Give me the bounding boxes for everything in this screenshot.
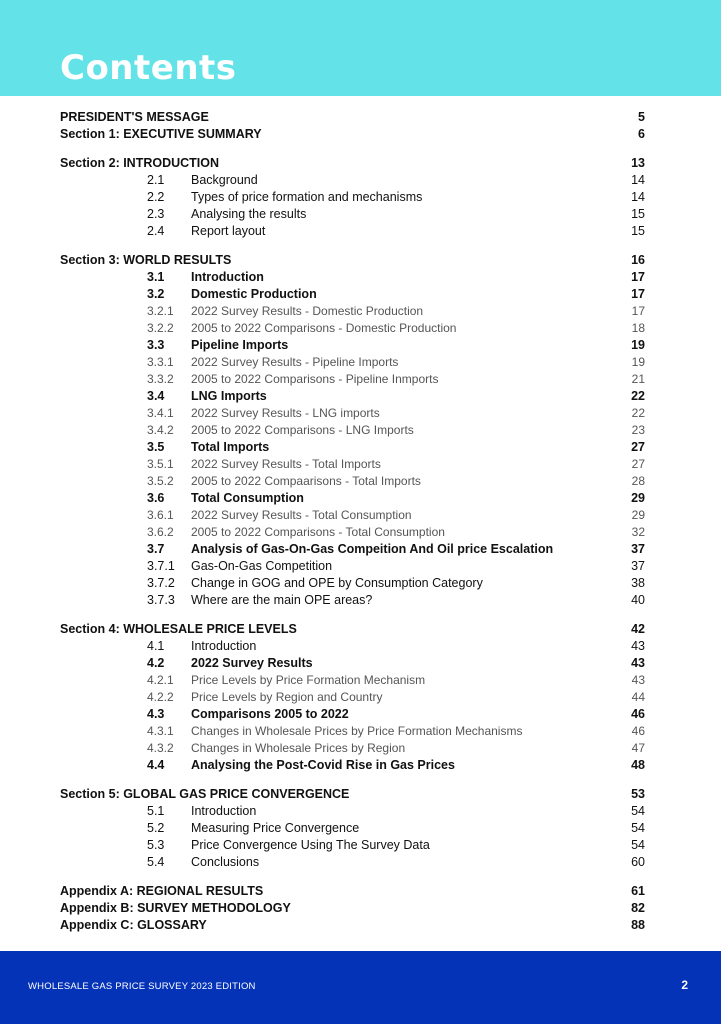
toc-entry[interactable] — [60, 473, 645, 490]
toc-entry-number: 4.2 — [147, 656, 165, 670]
toc-entry-number: 4.4 — [147, 758, 165, 772]
toc-entry-number: 3.7.1 — [147, 559, 175, 573]
toc-entry[interactable] — [60, 286, 645, 303]
toc-section-entry[interactable] — [60, 883, 645, 900]
toc-entry-number: 3.6 — [147, 491, 165, 505]
toc-entry-number: 4.3.2 — [147, 741, 174, 755]
toc-entry-page: 32 — [631, 525, 645, 539]
toc-entry[interactable] — [60, 223, 645, 240]
toc-entry[interactable] — [60, 672, 645, 689]
toc-entry-title: 2005 to 2022 Comparisons - Pipeline Inmports — [191, 372, 439, 386]
toc-entry-page: 82 — [631, 901, 645, 915]
toc-entry-number: 2.3 — [147, 207, 165, 221]
toc-entry[interactable] — [60, 422, 645, 439]
toc-entry-title: Background — [191, 173, 258, 187]
toc-entry-page: 16 — [631, 253, 645, 267]
toc-entry-number: 3.7.3 — [147, 593, 175, 607]
toc-entry-title: 2022 Survey Results - Total Consumption — [191, 508, 412, 522]
toc-entry-page: 5 — [638, 110, 645, 124]
toc-entry-title: 2022 Survey Results - LNG imports — [191, 406, 380, 420]
toc-entry-number: 5.2 — [147, 821, 165, 835]
toc-entry[interactable] — [60, 740, 645, 757]
toc-entry-number: 3.7 — [147, 542, 165, 556]
toc-entry-title: Introduction — [191, 270, 264, 284]
toc-entry-title: Price Levels by Price Formation Mechanism — [191, 673, 426, 687]
toc-entry-number: 2.4 — [147, 224, 165, 238]
toc-entry-title: Change in GOG and OPE by Consumption Category — [191, 576, 483, 590]
toc-entry-number: 5.3 — [147, 838, 165, 852]
toc-section-entry[interactable] — [60, 252, 645, 269]
toc-entry-page: 43 — [631, 639, 645, 653]
toc-entry-title: Changes in Wholesale Prices by Price Formation Mechanisms — [191, 724, 523, 738]
toc-entry[interactable] — [60, 405, 645, 422]
toc-entry-title: Total Consumption — [191, 491, 304, 505]
toc-entry[interactable] — [60, 490, 645, 507]
toc-entry-page: 54 — [631, 838, 645, 852]
toc-section-entry[interactable] — [60, 126, 645, 143]
toc-entry-number: 3.4 — [147, 389, 165, 403]
toc-entry-title: Comparisons 2005 to 2022 — [191, 707, 349, 721]
toc-entry-number: 5.1 — [147, 804, 165, 818]
toc-entry-page: 17 — [631, 304, 645, 318]
toc-entry-title: Section 3: WORLD RESULTS — [60, 253, 232, 267]
toc-entry-page: 18 — [631, 321, 645, 335]
toc-entry-page: 19 — [631, 338, 645, 352]
toc-entry-page: 29 — [631, 508, 645, 522]
toc-entry-page: 42 — [631, 622, 645, 636]
toc-section-entry[interactable] — [60, 155, 645, 172]
toc-entry-number: 3.6.2 — [147, 525, 174, 539]
toc-entry[interactable] — [60, 723, 645, 740]
toc-entry[interactable] — [60, 371, 645, 388]
toc-entry-title: Domestic Production — [191, 287, 317, 301]
toc-entry-page: 19 — [631, 355, 645, 369]
toc-entry-page: 47 — [631, 741, 645, 755]
toc-entry-title: 2022 Survey Results - Pipeline Imports — [191, 355, 399, 369]
toc-entry-page: 48 — [631, 758, 645, 772]
toc-entry-page: 14 — [631, 173, 645, 187]
toc-entry-page: 23 — [631, 423, 645, 437]
toc-entry-title: Section 4: WHOLESALE PRICE LEVELS — [60, 622, 297, 636]
toc-entry-title: 2022 Survey Results — [191, 656, 313, 670]
toc-entry-number: 2.1 — [147, 173, 165, 187]
toc-entry-page: 14 — [631, 190, 645, 204]
toc-entry-page: 40 — [631, 593, 645, 607]
toc-section-entry[interactable] — [60, 786, 645, 803]
toc-entry-page: 17 — [631, 287, 645, 301]
toc-entry-number: 5.4 — [147, 855, 165, 869]
toc-entry[interactable] — [60, 172, 645, 189]
toc-entry[interactable] — [60, 456, 645, 473]
toc-entry-page: 13 — [631, 156, 645, 170]
toc-entry-title: LNG Imports — [191, 389, 267, 403]
toc-entry-page: 29 — [631, 491, 645, 505]
toc-section-entry[interactable] — [60, 917, 645, 934]
toc-entry-title: 2005 to 2022 Comparisons - Domestic Production — [191, 321, 457, 335]
page-number: 2 — [681, 978, 688, 992]
toc-entry-page: 37 — [631, 559, 645, 573]
toc-entry[interactable] — [60, 189, 645, 206]
toc-entry-page: 60 — [631, 855, 645, 869]
toc-entry[interactable] — [60, 524, 645, 541]
toc-entry-title: Types of price formation and mechanisms — [191, 190, 423, 204]
toc-entry[interactable] — [60, 507, 645, 524]
toc-entry[interactable] — [60, 854, 645, 871]
toc-entry-title: Analysis of Gas-On-Gas Compeition And Oil price Escalation — [191, 542, 554, 556]
toc-entry-page: 38 — [631, 576, 645, 590]
toc-entry-title: Where are the main OPE areas? — [191, 593, 373, 607]
toc-entry-page: 17 — [631, 270, 645, 284]
toc-entry-page: 46 — [631, 724, 645, 738]
toc-entry-title: Gas-On-Gas Competition — [191, 559, 333, 573]
toc-entry-page: 46 — [631, 707, 645, 721]
toc-entry[interactable] — [60, 269, 645, 286]
toc-entry-number: 3.3 — [147, 338, 165, 352]
toc-entry-title: Measuring Price Convergence — [191, 821, 360, 835]
toc-entry[interactable] — [60, 337, 645, 354]
toc-entry-number: 4.3.1 — [147, 724, 174, 738]
toc-entry[interactable] — [60, 803, 645, 820]
footer-bar — [0, 951, 721, 1024]
toc-entry-title: Total Imports — [191, 440, 270, 454]
toc-entry-title: 2022 Survey Results - Domestic Production — [191, 304, 424, 318]
toc-entry[interactable] — [60, 706, 645, 723]
toc-entry-title: Introduction — [191, 639, 257, 653]
toc-entry-page: 61 — [631, 884, 645, 898]
toc-entry-number: 4.2.2 — [147, 690, 174, 704]
toc-entry[interactable] — [60, 638, 645, 655]
toc-entry-title: Section 5: GLOBAL GAS PRICE CONVERGENCE — [60, 787, 350, 801]
toc-entry-title: Pipeline Imports — [191, 338, 289, 352]
toc-entry-number: 3.6.1 — [147, 508, 174, 522]
toc-entry[interactable] — [60, 575, 645, 592]
toc-entry-page: 88 — [631, 918, 645, 932]
toc-entry-number: 3.1 — [147, 270, 165, 284]
toc-entry-title: Section 2: INTRODUCTION — [60, 156, 220, 170]
toc-entry-page: 22 — [631, 389, 645, 403]
toc-entry-page: 37 — [631, 542, 645, 556]
toc-entry-page: 43 — [631, 656, 645, 670]
toc-entry-number: 3.2 — [147, 287, 165, 301]
toc-entry-page: 43 — [631, 673, 645, 687]
toc-entry-page: 28 — [631, 474, 645, 488]
toc-entry-title: Section 1: EXECUTIVE SUMMARY — [60, 127, 262, 141]
toc-entry-page: 15 — [631, 207, 645, 221]
header-banner — [0, 0, 721, 96]
toc-entry[interactable] — [60, 689, 645, 706]
toc-entry[interactable] — [60, 558, 645, 575]
toc-entry[interactable] — [60, 757, 645, 774]
toc-entry-page: 22 — [631, 406, 645, 420]
toc-entry-number: 4.3 — [147, 707, 165, 721]
footer-title: WHOLESALE GAS PRICE SURVEY 2023 EDITION — [28, 981, 256, 992]
toc-entry-number: 4.2.1 — [147, 673, 174, 687]
toc-entry-page: 54 — [631, 821, 645, 835]
toc-entry-title: Changes in Wholesale Prices by Region — [191, 741, 406, 755]
toc-entry-page: 15 — [631, 224, 645, 238]
toc-entry[interactable] — [60, 388, 645, 405]
toc-entry[interactable] — [60, 820, 645, 837]
toc-entry-title: Appendix C: GLOSSARY — [60, 918, 207, 932]
toc-entry-page: 21 — [631, 372, 645, 386]
toc-entry[interactable] — [60, 303, 645, 320]
toc-entry-title: 2022 Survey Results - Total Imports — [191, 457, 381, 471]
toc-section-entry[interactable] — [60, 900, 645, 917]
table-of-contents — [60, 109, 645, 934]
toc-entry-page: 53 — [631, 787, 645, 801]
page-title: Contents — [60, 48, 237, 88]
toc-entry-title: 2005 to 2022 Compaarisons - Total Imports — [191, 474, 421, 488]
toc-entry-title: Appendix A: REGIONAL RESULTS — [60, 884, 264, 898]
toc-entry-title: PRESIDENT'S MESSAGE — [60, 110, 209, 124]
toc-entry-number: 2.2 — [147, 190, 165, 204]
toc-entry-number: 3.3.1 — [147, 355, 174, 369]
toc-entry[interactable] — [60, 655, 645, 672]
toc-entry-page: 6 — [638, 127, 645, 141]
toc-entry-number: 3.2.1 — [147, 304, 174, 318]
toc-entry-title: Conclusions — [191, 855, 260, 869]
toc-entry-title: Appendix B: SURVEY METHODOLOGY — [60, 901, 291, 915]
toc-entry-title: Price Convergence Using The Survey Data — [191, 838, 430, 852]
toc-entry[interactable] — [60, 541, 645, 558]
toc-section-entry[interactable] — [60, 109, 645, 126]
toc-entry-number: 3.5.1 — [147, 457, 174, 471]
toc-entry-page: 27 — [631, 457, 645, 471]
toc-entry[interactable] — [60, 837, 645, 854]
toc-entry[interactable] — [60, 592, 645, 609]
toc-entry-number: 3.2.2 — [147, 321, 174, 335]
toc-entry-number: 3.4.2 — [147, 423, 174, 437]
toc-entry-title: 2005 to 2022 Comparisons - LNG Imports — [191, 423, 414, 437]
toc-entry[interactable] — [60, 439, 645, 456]
toc-entry-title: Analysing the Post-Covid Rise in Gas Prices — [191, 758, 455, 772]
toc-entry-number: 3.5.2 — [147, 474, 174, 488]
toc-entry-title: Price Levels by Region and Country — [191, 690, 383, 704]
toc-entry-number: 3.3.2 — [147, 372, 174, 386]
toc-section-entry[interactable] — [60, 621, 645, 638]
toc-entry-title: Analysing the results — [191, 207, 307, 221]
toc-entry-number: 3.4.1 — [147, 406, 174, 420]
toc-entry-page: 27 — [631, 440, 645, 454]
toc-entry-page: 44 — [631, 690, 645, 704]
toc-entry-number: 3.7.2 — [147, 576, 175, 590]
toc-entry-number: 3.5 — [147, 440, 165, 454]
toc-entry[interactable] — [60, 320, 645, 337]
toc-entry-number: 4.1 — [147, 639, 165, 653]
toc-entry-page: 54 — [631, 804, 645, 818]
toc-entry[interactable] — [60, 206, 645, 223]
toc-entry[interactable] — [60, 354, 645, 371]
toc-entry-title: 2005 to 2022 Comparisons - Total Consumption — [191, 525, 445, 539]
toc-entry-title: Introduction — [191, 804, 257, 818]
toc-entry-title: Report layout — [191, 224, 266, 238]
